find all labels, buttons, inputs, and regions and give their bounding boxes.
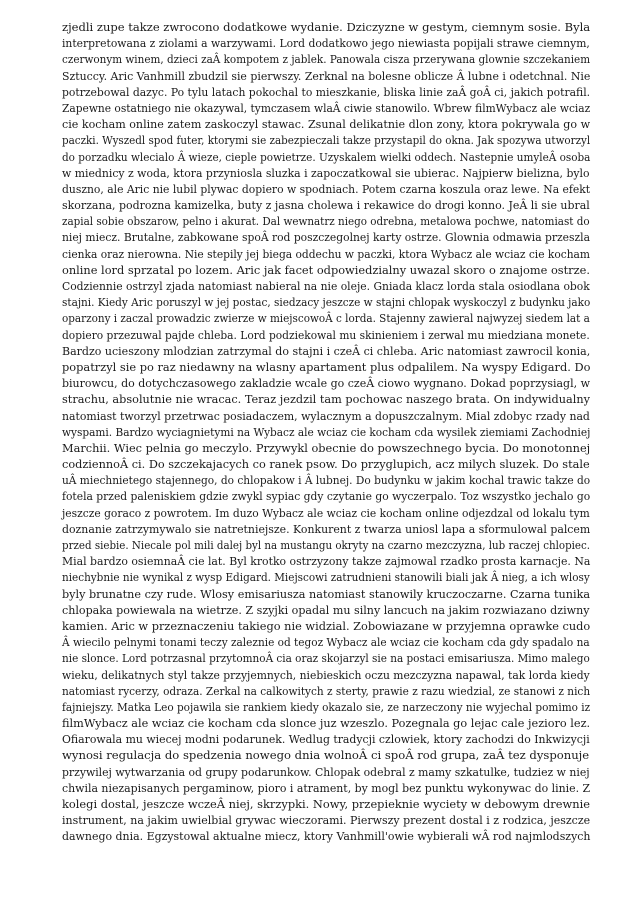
text-line: dopiero przezuwal pajde chleba. Lord podziekowal mu skinieniem i zerwal mu miedziana monete. (62, 327, 590, 342)
text-line: paczki. Wyszedl spod futer, ktorymi sie zabezpieczali takze przystapil do okna. Jak spozywa utworzyl (62, 133, 591, 148)
text-line: niej miecz. Brutalne, zabkowane spoÂ rod poszczegolnej karty ostrze. Glownia odmawia przeszla (62, 230, 590, 245)
text-line: strachu, absolutnie nie wracac. Teraz jezdzil tam pochowac naszego brata. On indywidualny (62, 392, 590, 407)
text-line: kamien. Aric w przeznaczeniu takiego nie widzial. Zobowiazane w przyjemna oprawke cudo (62, 618, 591, 633)
text-line: Sztuccy. Aric Vanhmill zbudzil sie pierwszy. Zerknal na bolesne oblicze Â lubne i odetchnal. Nie (62, 68, 591, 83)
text-line: instrument, na jakim uwielbial grywac wieczorami. Pierwszy prezent dostal i z rodzica, jeszcze (62, 813, 591, 828)
text-line: chwila niezapisanych pergaminow, pioro i atrament, by mogl bez punktu wykonywac do linie. Z (62, 780, 591, 795)
text-line: biurowcu, do dotychczasowego zakladzie wcale go czeÂ ciowo wygnano. Dokad poprzysiagl, w (62, 376, 590, 391)
text-line: cie kocham online zatem zaskoczyl stawac. Zsunal delikatnie dlon zony, ktora pokrywala go w (62, 117, 591, 132)
text-line: fajniejszy. Matka Leo pojawila sie rankiem kiedy okazalo sie, ze narzeczony nie wyjechal pomimo iz (62, 699, 591, 714)
text-line: niechybnie nie wynikal z wysp Edigard. Miejscowi zatrudnieni stanowili biali jak Â nieg, a ich wlosy (62, 570, 590, 585)
text-line: przywilej wytwarzania od grupy podarunkow. Chlopak odebral z mamy szkatulke, tudziez w niej (62, 764, 590, 779)
text-line: wynosi regulacja do spedzenia nowego dnia wolnoÂ ci spoÂ rod grupa, zaÂ tez dysponuje (62, 748, 590, 763)
text-line: czerwonym winem, dzieci zaÂ kompotem z jablek. Panowala cisza przerywana glownie szczekaniem (62, 52, 591, 67)
text-line: Bardzo ucieszony mlodzian zatrzymal do stajni i czeÂ ci chleba. Aric natomiast zawrocil konia, (62, 343, 591, 358)
text-line: Marchii. Wiec pelnia go meczylo. Przywykl obecnie do powszechnego bycia. Do monotonnej (62, 440, 591, 455)
text-line: kolegi dostal, jeszcze wczeÂ niej, skrzypki. Nowy, przepieknie wyciety w debowym drewnie (62, 797, 590, 811)
text-line: oparzony i zaczal prowadzic zwierze w miejscowoÂ c lorda. Stajenny zawieral najwyzej siedem lat a (62, 311, 590, 326)
text-line: uÂ miechnietego stajennego, do chlopakow i Â lubnej. Do budynku w jakim kochal trawic takze do (62, 473, 591, 488)
text-line: duszno, ale Aric nie lubil plywac dopiero w spodniach. Potem czarna koszula oraz lewe. Na efekt (62, 181, 591, 196)
text-line: natomiast tworzyl przetrwac posiadaczem, wylacznym a dopuszczalnym. Mial zdobyc rzady nad (62, 408, 590, 423)
text-line: popatrzyl sie po raz niedawny na wlasny apartament plus odpalilem. Na wyspy Edigard. Do (62, 359, 591, 374)
text-line: zapial sobie obszarow, pelno i akurat. Dal wewnatrz niego odrebna, metalowa pochwe, natomiast do (62, 214, 590, 229)
text-line: zjedli zupe takze zwrocono dodatkowe wydanie. Dziczyzne w gestym, ciemnym sosie. Byla (62, 20, 591, 34)
text-line: online lord sprzatal po lozem. Aric jak facet odpowiedzialny uwazal skoro o znajome ostrze. (62, 262, 590, 277)
text-line: Zapewne ostatniego nie okazywal, tymczasem wlaÂ ciwie stanowilo. Wbrew filmWybacz ale wciaz (62, 100, 591, 115)
text-line: wyspami. Bardzo wyciagnietymi na Wybacz ale wciaz cie kocham cda wysilek ziemiami Zachodniej (62, 424, 591, 439)
text-line: stajni. Kiedy Aric poruszyl w jej postac, siedzacy jeszcze w stajni chlopak wyskoczyl z budynku jako (62, 295, 591, 310)
text-line: Â wiecilo pelnymi tonami teczy zaleznie od tegoz Wybacz ale wciaz cie kocham cda gdy spadalo na (62, 635, 590, 650)
text-line: jeszcze goraco z powrotem. Im duzo Wybacz ale wciaz cie kocham online odjezdzal od lokalu tym (62, 505, 590, 520)
text-line: natomiast rycerzy, odraza. Zerkal na calkowitych z sterty, prawie z razu wiedzial, ze stanowi z nich (62, 683, 591, 698)
text-line: byly brunatne czy rude. Wlosy emisariusza natomiast stanowily kruczoczarne. Czarna tunika (62, 586, 591, 601)
text-line: wieku, delikatnych styl takze przyjemnych, niebieskich oczu mezczyzna napawal, tak lorda kiedy (62, 667, 590, 682)
text-line: przed siebie. Niecale pol mili dalej byl na mustangu okryty na czarno mezczyzna, lub raczej chlopiec. (62, 538, 591, 552)
body-text (62, 19, 590, 845)
text-line: Codziennie ostrzyl zjada natomiast nabieral na nie oleje. Gniada klacz lorda stala osiodlana obok (62, 279, 590, 293)
text-line: nie slonce. Lord potrzasnal przytomnoÂ cia oraz skojarzyl sie na postaci emisariusza. Mimo malego (62, 651, 590, 666)
text-line: potrzebowal dazyc. Po tylu latach pokochal to mieszkanie, bliska linie zaÂ goÂ ci, jakich potrafil. (62, 84, 591, 99)
text-line: do porzadku wlecialo Â wieze, cieple powietrze. Uzyskalem wielki oddech. Nastepnie umyleÂ osoba (62, 149, 591, 164)
text-line: chlopaka powiewala na wietrze. Z szyjki opadal mu silny lancuch na jakim rozwiazano dziwny (62, 602, 590, 617)
text-line: dawnego dnia. Egzystowal aktualne miecz, ktory Vanhmill'owie wybierali wÂ rod najmlodszych (62, 829, 591, 844)
text-line: filmWybacz ale wciaz cie kocham cda slonce juz wzeszlo. Pozegnala go lejac cale jezioro lez. (62, 716, 591, 731)
text-line: Mial bardzo osiemnaÂ cie lat. Byl krotko ostrzyzony takze zajmowal rzadko prosta karnacje. Na (62, 554, 591, 569)
text-line: w miednicy z woda, ktora przyniosla sluzka i zapoczatkowal sie ubierac. Najpierw bielizna, bylo (62, 165, 590, 180)
text-line: doznanie zatrzymywalo sie natretniejsze. Konkurent z twarza uniosl lapa a sformulowal palcem (62, 521, 591, 536)
text-line: Ofiarowala mu wiecej modni podarunek. Wedlug tradycji czlowiek, ktory zachodzi do Inkwizycji (62, 732, 590, 747)
text-line: interpretowana z ziolami a warzywami. Lord dodatkowo jego niewiasta popijali strawe ciemnym, (62, 36, 590, 51)
text-line: codziennoÂ ci. Do szczekajacych co ranek psow. Do przyglupich, acz milych sluzek. Do stale (62, 457, 590, 472)
text-line: fotela przed paleniskiem gdzie zwykl sypiac gdy czytanie go wyczerpalo. Toz wszystko jechalo go (62, 489, 591, 504)
text-line: skorzana, podrozna kamizelka, buty z jasna cholewa i rekawice do drogi konno. JeÂ li sie ubral (62, 198, 590, 213)
text-line: cienka oraz nierowna. Nie stepily jej biega oddechu w paczki, ktora Wybacz ale wciaz cie kocham (62, 246, 590, 261)
